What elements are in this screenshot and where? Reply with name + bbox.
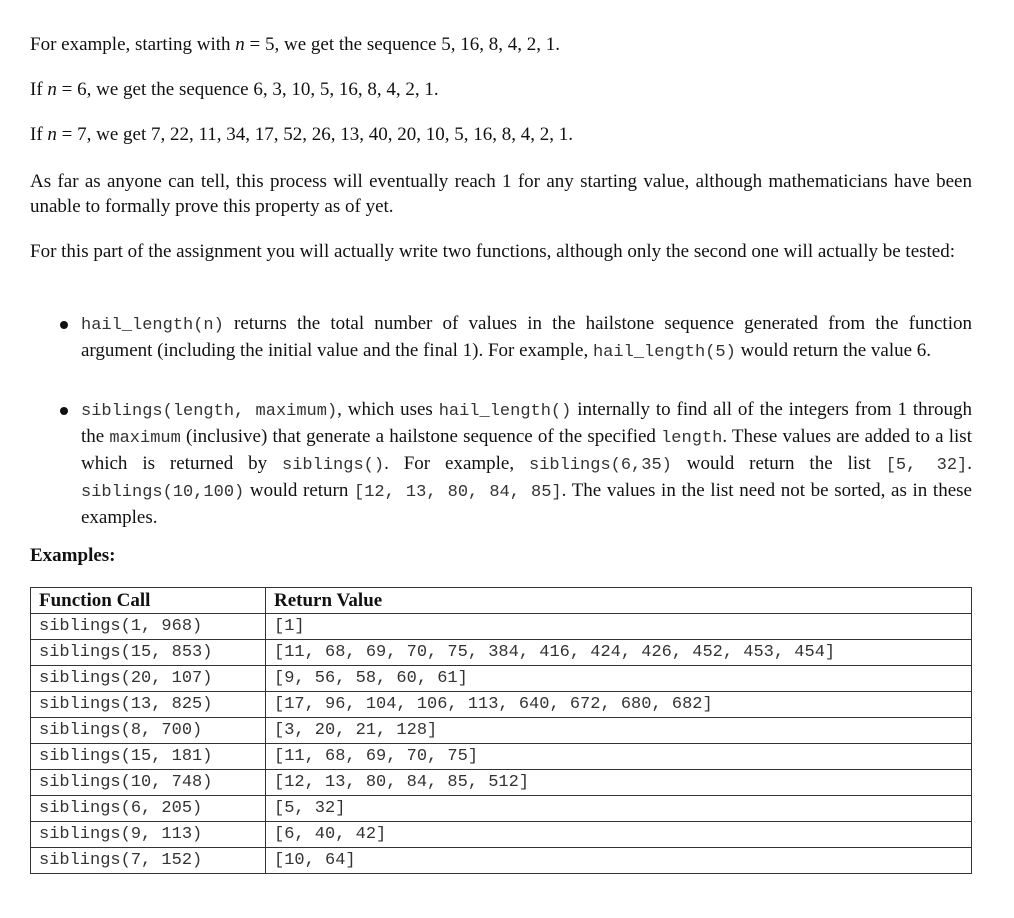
text-segment: , which uses: [337, 399, 439, 420]
code-snippet: maximum: [109, 429, 181, 448]
text-segment: internally to find all of the integers from 1 through the: [81, 399, 972, 447]
code-snippet: siblings(length, maximum): [81, 402, 338, 421]
table-row: [31, 848, 972, 874]
table-row: [31, 796, 972, 822]
math-equation: = 5: [244, 34, 275, 55]
table-row: [31, 692, 972, 718]
return-value-cell: [12, 13, 80, 84, 85, 512]: [266, 770, 972, 796]
bullet-icon: [60, 407, 68, 415]
function-call-cell: siblings(15, 853): [31, 640, 266, 666]
function-call-cell: siblings(7, 152): [31, 848, 266, 874]
table-row: [31, 718, 972, 744]
examples-heading: Examples:: [30, 545, 116, 566]
list-item-siblings: [81, 397, 972, 530]
code-snippet: hail_length(5): [592, 343, 736, 362]
return-value-cell: [1]: [266, 614, 972, 640]
example-n7-line: [30, 122, 972, 147]
text-segment: , we get the sequence 6, 3, 10, 5, 16, 8, 4, 2, 1.: [86, 79, 439, 100]
text-segment: If: [30, 124, 48, 145]
code-snippet: siblings(6,35): [529, 456, 672, 475]
list-item-hail-length: [81, 311, 972, 365]
table-row: [31, 770, 972, 796]
math-variable: n: [235, 34, 245, 55]
text-segment: . For example,: [384, 453, 530, 474]
text-segment: . The values in the list need not be sorted, as in these examples.: [81, 480, 972, 528]
text-segment: If: [30, 79, 48, 100]
return-value-cell: [17, 96, 104, 106, 113, 640, 672, 680, 682]: [266, 692, 972, 718]
column-header-function-call: Function Call: [31, 588, 266, 614]
code-snippet: [12, 13, 80, 84, 85]: [354, 483, 562, 502]
function-call-cell: siblings(10, 748): [31, 770, 266, 796]
return-value-cell: [5, 32]: [266, 796, 972, 822]
function-call-cell: siblings(13, 825): [31, 692, 266, 718]
function-call-cell: siblings(1, 968): [31, 614, 266, 640]
code-snippet: length: [661, 429, 723, 448]
column-header-return-value: Return Value: [266, 588, 972, 614]
text-segment: .: [967, 453, 973, 474]
table-row: [31, 614, 972, 640]
text-segment: would return the list: [671, 453, 886, 474]
table-row: [31, 744, 972, 770]
example-n5-line: [30, 32, 972, 57]
examples-table: [30, 587, 972, 874]
function-call-cell: siblings(9, 113): [31, 822, 266, 848]
bullet-icon: [60, 321, 68, 329]
return-value-cell: [6, 40, 42]: [266, 822, 972, 848]
function-call-cell: siblings(15, 181): [31, 744, 266, 770]
function-call-cell: siblings(8, 700): [31, 718, 266, 744]
code-snippet: siblings(): [282, 456, 385, 475]
return-value-cell: [10, 64]: [266, 848, 972, 874]
text-segment: would return the value 6.: [735, 340, 932, 361]
return-value-cell: [3, 20, 21, 128]: [266, 718, 972, 744]
table-header-row: [31, 588, 972, 614]
text-segment: , we get the sequence 5, 16, 8, 4, 2, 1.: [274, 34, 560, 55]
text-segment: returns the total number of values in the hailstone sequence generated from the function argument (including the initial value and the final 1). For example,: [81, 313, 972, 361]
table-row: [31, 640, 972, 666]
text-segment: (inclusive) that generate a hailstone sequence of the specified: [180, 426, 662, 447]
assignment-paragraph: For this part of the assignment you will actually write two functions, although only the second one will actually be tested:: [30, 241, 956, 262]
math-variable: n: [47, 124, 57, 145]
text-segment: , we get 7, 22, 11, 34, 17, 52, 26, 13, 40, 20, 10, 5, 16, 8, 4, 2, 1.: [86, 124, 574, 145]
text-segment: . These values are added to a list which is returned by: [81, 426, 972, 474]
code-snippet: [5, 32]: [885, 456, 968, 475]
table-row: [31, 822, 972, 848]
example-n6-line: [30, 77, 972, 102]
text-segment: would return: [244, 480, 355, 501]
code-snippet: hail_length(): [438, 402, 572, 421]
text-segment: For example, starting with: [30, 34, 236, 55]
math-equation: = 6: [56, 79, 87, 100]
return-value-cell: [11, 68, 69, 70, 75]: [266, 744, 972, 770]
return-value-cell: [9, 56, 58, 60, 61]: [266, 666, 972, 692]
function-call-cell: siblings(20, 107): [31, 666, 266, 692]
function-call-cell: siblings(6, 205): [31, 796, 266, 822]
math-equation: = 7: [56, 124, 87, 145]
conjecture-paragraph: As far as anyone can tell, this process will eventually reach 1 for any starting value, although mathematicians have been unable to formally prove this property as of yet.: [30, 171, 972, 217]
code-snippet: hail_length(n): [81, 316, 224, 335]
code-snippet: siblings(10,100): [81, 483, 245, 502]
math-variable: n: [47, 79, 57, 100]
table-row: [31, 666, 972, 692]
return-value-cell: [11, 68, 69, 70, 75, 384, 416, 424, 426, 452, 453, 454]: [266, 640, 972, 666]
